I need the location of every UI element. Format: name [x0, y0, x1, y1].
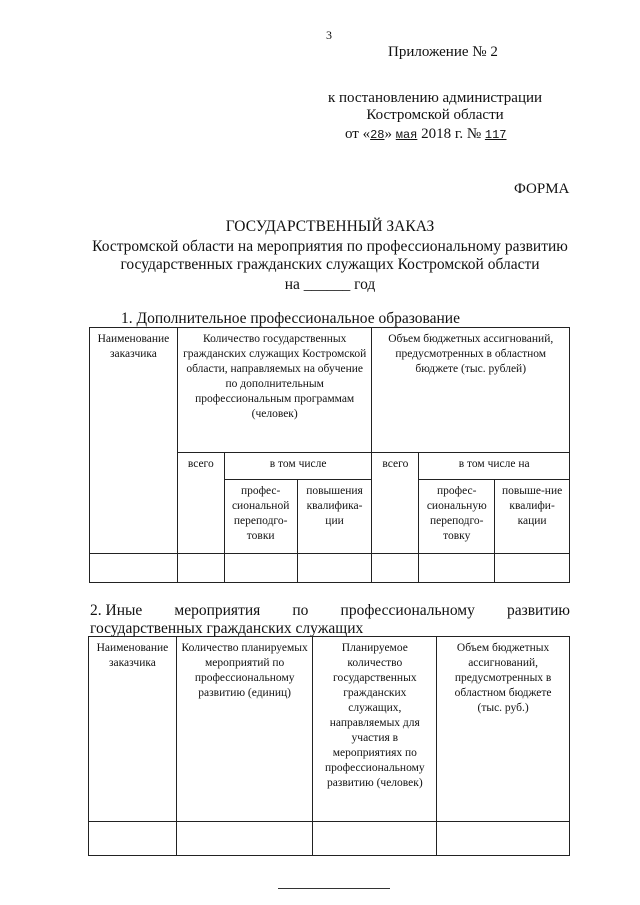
table-cell	[90, 554, 178, 583]
table-cell	[313, 822, 437, 856]
header-event-count: Количество планируемых мероприятий по профессиональному развитию (единиц)	[176, 637, 313, 822]
table-cell	[297, 554, 372, 583]
table-row	[90, 554, 570, 583]
table-row	[89, 822, 570, 856]
heading-word: 2. Иные	[90, 602, 143, 619]
form-label: ФОРМА	[514, 181, 570, 197]
year-line: на ______ год	[284, 276, 376, 293]
header-retraining-budget: профес-сиональную переподго-товку	[419, 480, 495, 554]
subtitle-line-2: государственных гражданских служащих Костромской области	[120, 256, 540, 273]
document-subtitle	[60, 238, 600, 274]
table-cell	[177, 554, 224, 583]
section-2-heading-line-1	[90, 602, 570, 620]
header-qualification-employees: повышения квалифика-ции	[297, 480, 372, 554]
resolution-reference	[300, 90, 570, 124]
header-planned-participants: Планируемое количество государственных гражданских служащих, направляемых для участия в мероприятиях по профессиональному развитию (человек)	[313, 637, 437, 822]
table-cell	[176, 822, 313, 856]
page-number: 3	[326, 28, 332, 42]
date-year: 2018 г. №	[421, 126, 482, 142]
date-day: 28	[370, 128, 385, 142]
document-title: ГОСУДАРСТВЕННЫЙ ЗАКАЗ	[225, 218, 435, 235]
table-cell	[495, 554, 570, 583]
header-budget: Объем бюджетных ассигнований, предусмотренных в областном бюджете (тыс. руб.)	[437, 637, 570, 822]
resolution-date-line	[345, 126, 507, 143]
header-budget: Объем бюджетных ассигнований, предусмотренных в областном бюджете (тыс. рублей)	[372, 328, 570, 453]
resolution-line-2: Костромской области	[366, 107, 504, 123]
subtitle-line-1: Костромской области на мероприятия по профессиональному развитию	[92, 238, 568, 255]
resolution-number: 117	[484, 128, 507, 142]
header-qualification-budget: повыше-ние квалифи-кации	[495, 480, 570, 554]
header-total-budget: всего	[372, 453, 419, 554]
date-prefix: от «	[345, 126, 371, 142]
table-cell	[224, 554, 297, 583]
header-including-employees: в том числе	[224, 453, 372, 480]
section-2-heading	[90, 602, 570, 638]
header-retraining-employees: профес-сиональной переподго-товки	[224, 480, 297, 554]
table-cell	[372, 554, 419, 583]
section-2-heading-line-2: государственных гражданских служащих	[90, 620, 364, 637]
heading-word: профессиональному	[340, 602, 475, 619]
date-mid: »	[384, 126, 393, 142]
header-customer: Наименование заказчика	[90, 328, 178, 554]
section-1-heading: 1. Дополнительное профессиональное образование	[121, 310, 460, 327]
table-cell	[89, 822, 177, 856]
footer-divider	[278, 888, 390, 889]
table-cell	[419, 554, 495, 583]
header-including-budget: в том числе на	[419, 453, 570, 480]
heading-word: мероприятия	[174, 602, 261, 619]
header-total-employees: всего	[177, 453, 224, 554]
date-month: мая	[395, 128, 418, 142]
resolution-line-1: к постановлению администрации	[327, 90, 543, 106]
heading-word: по	[292, 602, 309, 619]
education-table	[89, 327, 570, 583]
heading-word: развитию	[506, 602, 570, 619]
header-customer: Наименование заказчика	[89, 637, 177, 822]
appendix-label: Приложение № 2	[388, 44, 498, 60]
table-cell	[437, 822, 570, 856]
events-table	[88, 636, 570, 856]
header-employee-count: Количество государственных гражданских служащих Костромской области, направляемых на обучение по дополнительным профессиональным программам (человек)	[177, 328, 372, 453]
